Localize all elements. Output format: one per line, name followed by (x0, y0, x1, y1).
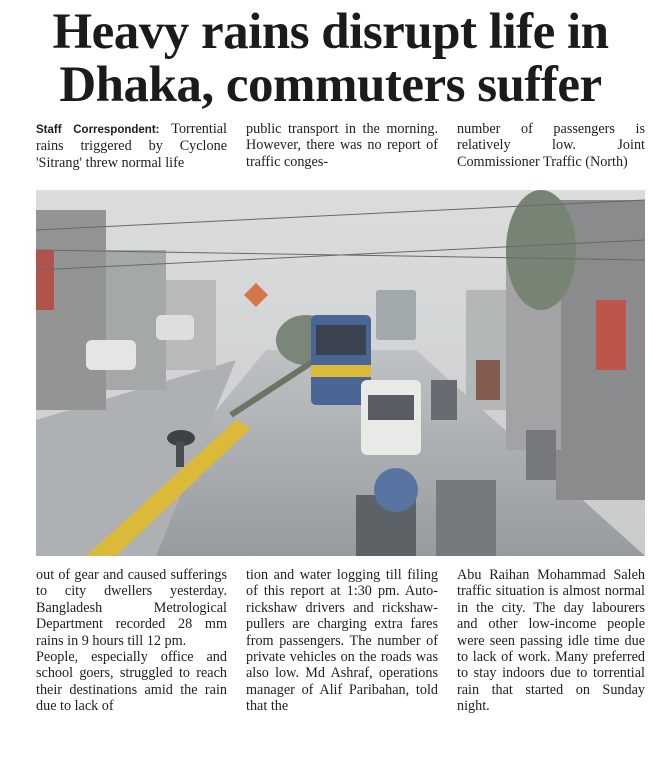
article-text: Abu Raihan Mohammad Saleh traffic situation is almost normal in the city. The day labourers and other low-income people were seen passing idle time due to lack of work. Many preferred to stay indoors due to torrential rain that started on Sunday night. (457, 567, 645, 715)
article-top-column-2 (246, 121, 438, 170)
headline (0, 6, 661, 112)
article-bottom-column-2 (246, 567, 438, 715)
article-text: People, especially office and school goers, struggled to reach their destinations amid the rain due to lack of (36, 649, 227, 715)
article-text: tion and water logging till filing of this report at 1:30 pm. Auto-rickshaw drivers and rickshaw-pullers are charging extra fares from passengers. The number of private vehicles on the roads was also low. Md Ashraf, operations manager of Alif Paribahan, told that the (246, 567, 438, 715)
byline: Staff Correspondent: (36, 124, 160, 136)
article-bottom-column-3 (457, 567, 645, 715)
article-top-column-3 (457, 121, 645, 170)
news-photo-rainy-street (36, 190, 645, 556)
headline-line-1: Heavy rains disrupt life in (52, 4, 609, 60)
article-text: out of gear and caused sufferings to city dwellers yesterday. Bangladesh Metrological Department recorded 28 mm rains in 9 hours till 12 pm. (36, 567, 227, 649)
article-text: number of passengers is relatively low. Joint Commissioner Traffic (North) (457, 121, 645, 170)
article-bottom-column-1 (36, 567, 227, 715)
headline-line-2: Dhaka, commuters suffer (59, 57, 602, 113)
article-text: public transport in the morning. However, there was no report of traffic conges- (246, 121, 438, 170)
article-text: Torrential rains triggered by Cyclone 'Sitrang' threw normal life (36, 121, 227, 171)
article-top-column-1 (36, 121, 227, 171)
